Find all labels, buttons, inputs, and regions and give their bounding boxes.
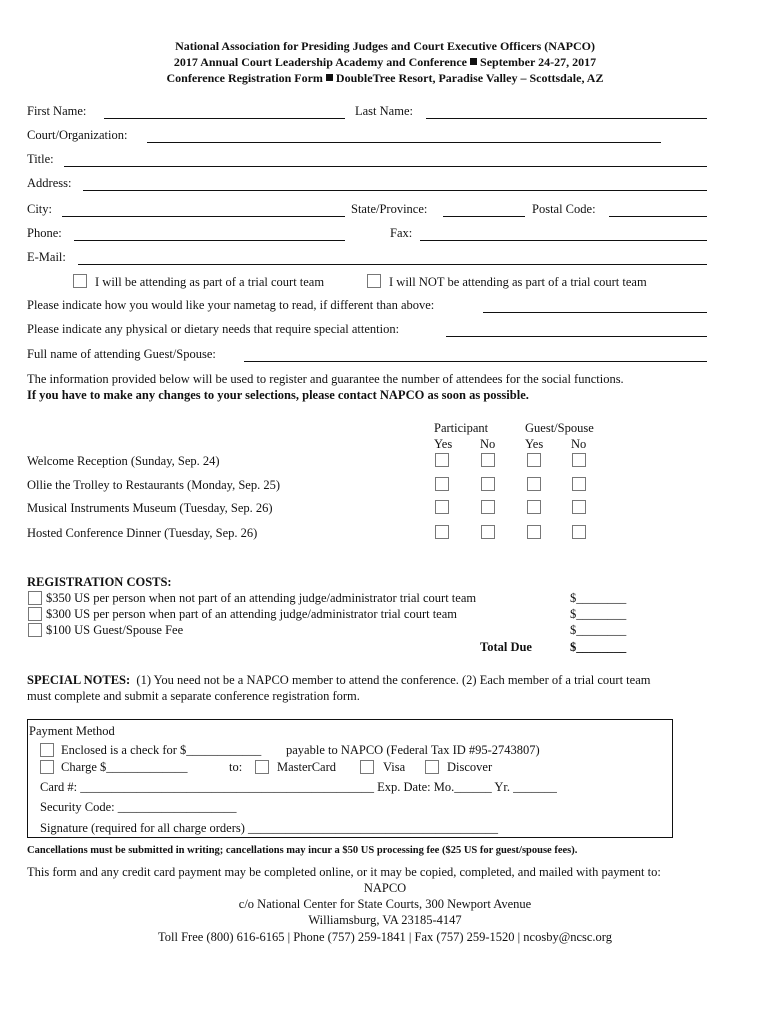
welcome-participant-yes-checkbox[interactable]: [435, 453, 449, 467]
phone-label: Phone:: [27, 226, 62, 240]
check-label: Enclosed is a check for $____________: [61, 743, 262, 757]
trolley-guest-no-checkbox[interactable]: [572, 477, 586, 491]
discover-checkbox[interactable]: [425, 760, 439, 774]
court-field[interactable]: [147, 142, 661, 143]
not-attending-team-label: I will NOT be attending as part of a trial court team: [389, 275, 647, 289]
venue: DoubleTree Resort, Paradise Valley – Scottsdale, AZ: [335, 71, 604, 85]
footer-line-1: This form and any credit card payment may be completed online, or it may be copied, completed, and mailed with payment to:: [27, 865, 661, 879]
attending-team-checkbox[interactable]: [73, 274, 87, 288]
court-label: Court/Organization:: [27, 128, 128, 142]
cost-350-checkbox[interactable]: [28, 591, 42, 605]
total-due-label: Total Due: [480, 640, 532, 654]
last-name-field[interactable]: [426, 118, 707, 119]
conference-dates: September 24-27, 2017: [480, 55, 597, 69]
cost-300-label: $300 US per person when part of an attending judge/administrator trial court team: [46, 607, 457, 621]
guest-no-header: No: [571, 437, 587, 451]
footer-city: Williamsburg, VA 23185-4147: [308, 913, 462, 927]
guest-yes-header: Yes: [525, 437, 544, 451]
email-label: E-Mail:: [27, 250, 66, 264]
footer-org: NAPCO: [363, 881, 407, 895]
cost-300-amount[interactable]: $________: [570, 607, 627, 621]
address-field[interactable]: [83, 190, 707, 191]
postal-label: Postal Code:: [532, 202, 596, 216]
not-attending-team-checkbox[interactable]: [367, 274, 381, 288]
email-field[interactable]: [78, 264, 707, 265]
museum-guest-yes-checkbox[interactable]: [527, 500, 541, 514]
info-line-1: The information provided below will be used to register and guarantee the number of attendees for the social functions.: [27, 372, 624, 386]
header-line-3: [0, 71, 770, 86]
dinner-participant-no-checkbox[interactable]: [481, 525, 495, 539]
costs-title: REGISTRATION COSTS:: [27, 575, 172, 589]
city-field[interactable]: [62, 216, 345, 217]
check-payable-label: payable to NAPCO (Federal Tax ID #95-2743807): [286, 743, 540, 757]
signature-line[interactable]: Signature (required for all charge orders) ________________________________________: [40, 821, 499, 835]
state-label: State/Province:: [351, 202, 428, 216]
nametag-label: Please indicate how you would like your nametag to read, if different than above:: [27, 298, 435, 312]
participant-no-header: No: [480, 437, 496, 451]
first-name-field[interactable]: [104, 118, 345, 119]
event-row-label: Welcome Reception (Sunday, Sep. 24): [27, 454, 220, 468]
special-notes-line-2: must complete and submit a separate conference registration form.: [27, 689, 360, 703]
phone-field[interactable]: [74, 240, 345, 241]
cost-300-checkbox[interactable]: [28, 607, 42, 621]
dinner-guest-no-checkbox[interactable]: [572, 525, 586, 539]
header-line-1: National Association for Presiding Judges and Court Executive Officers (NAPCO): [175, 39, 595, 53]
trolley-participant-yes-checkbox[interactable]: [435, 477, 449, 491]
museum-participant-yes-checkbox[interactable]: [435, 500, 449, 514]
special-notes-text-1: (1) You need not be a NAPCO member to attend the conference. (2) Each member of a trial court team: [136, 673, 651, 687]
visa-checkbox[interactable]: [360, 760, 374, 774]
guest-spouse-header: Guest/Spouse: [525, 421, 594, 435]
postal-field[interactable]: [609, 216, 707, 217]
charge-to-label: to:: [229, 760, 243, 774]
guest-field[interactable]: [244, 361, 707, 362]
special-notes-line-1: [27, 673, 650, 688]
trolley-participant-no-checkbox[interactable]: [481, 477, 495, 491]
cost-100-amount[interactable]: $________: [570, 623, 627, 637]
footer-contact: Toll Free (800) 616-6165 | Phone (757) 259-1841 | Fax (757) 259-1520 | ncosby@ncsc.org: [158, 930, 612, 944]
dinner-guest-yes-checkbox[interactable]: [527, 525, 541, 539]
title-label: Title:: [27, 152, 54, 166]
trolley-guest-yes-checkbox[interactable]: [527, 477, 541, 491]
square-bullet-icon: [326, 74, 333, 81]
fax-label: Fax:: [390, 226, 413, 240]
cost-350-amount[interactable]: $________: [570, 591, 627, 605]
needs-label: Please indicate any physical or dietary needs that require special attention:: [27, 322, 400, 336]
discover-label: Discover: [447, 760, 493, 774]
city-label: City:: [27, 202, 53, 216]
info-line-2: If you have to make any changes to your selections, please contact NAPCO as soon as possible.: [27, 388, 529, 402]
welcome-guest-yes-checkbox[interactable]: [527, 453, 541, 467]
participant-yes-header: Yes: [434, 437, 453, 451]
square-bullet-icon: [470, 58, 477, 65]
security-code-line[interactable]: Security Code: ___________________: [40, 800, 237, 814]
museum-guest-no-checkbox[interactable]: [572, 500, 586, 514]
cost-100-label: $100 US Guest/Spouse Fee: [46, 623, 184, 637]
guest-label: Full name of attending Guest/Spouse:: [27, 347, 216, 361]
welcome-participant-no-checkbox[interactable]: [481, 453, 495, 467]
dinner-participant-yes-checkbox[interactable]: [435, 525, 449, 539]
welcome-guest-no-checkbox[interactable]: [572, 453, 586, 467]
attending-team-label: I will be attending as part of a trial court team: [95, 275, 325, 289]
conference-name: 2017 Annual Court Leadership Academy and Conference: [173, 55, 468, 69]
museum-participant-no-checkbox[interactable]: [481, 500, 495, 514]
cancellation-notice: Cancellations must be submitted in writing; cancellations may incur a $50 US processing fee ($25 US for guest/spouse fees).: [27, 845, 578, 856]
cost-350-label: $350 US per person when not part of an attending judge/administrator trial court team: [46, 591, 477, 605]
event-row-label: Musical Instruments Museum (Tuesday, Sep. 26): [27, 501, 273, 515]
footer-address: c/o National Center for State Courts, 300 Newport Avenue: [238, 897, 532, 911]
header-line-2: [0, 55, 770, 70]
charge-checkbox[interactable]: [40, 760, 54, 774]
card-number-line[interactable]: Card #: _______________________________________________ Exp. Date: Mo.______ Yr. _______: [40, 780, 557, 794]
address-label: Address:: [27, 176, 72, 190]
event-row-label: Hosted Conference Dinner (Tuesday, Sep. 26): [27, 526, 258, 540]
title-field[interactable]: [64, 166, 707, 167]
payment-method-title: Payment Method: [29, 724, 115, 738]
special-notes-label: SPECIAL NOTES:: [27, 673, 131, 687]
last-name-label: Last Name:: [355, 104, 413, 118]
mastercard-label: MasterCard: [277, 760, 337, 774]
total-due-amount[interactable]: $________: [570, 640, 627, 654]
state-field[interactable]: [443, 216, 525, 217]
mastercard-checkbox[interactable]: [255, 760, 269, 774]
nametag-field[interactable]: [483, 312, 707, 313]
visa-label: Visa: [383, 760, 406, 774]
event-row-label: Ollie the Trolley to Restaurants (Monday, Sep. 25): [27, 478, 280, 492]
check-checkbox[interactable]: [40, 743, 54, 757]
charge-label: Charge $_____________: [61, 760, 188, 774]
needs-field[interactable]: [446, 336, 707, 337]
participant-header: Participant: [434, 421, 489, 435]
first-name-label: First Name:: [27, 104, 87, 118]
cost-100-checkbox[interactable]: [28, 623, 42, 637]
form-name: Conference Registration Form: [166, 71, 323, 85]
fax-field[interactable]: [420, 240, 707, 241]
